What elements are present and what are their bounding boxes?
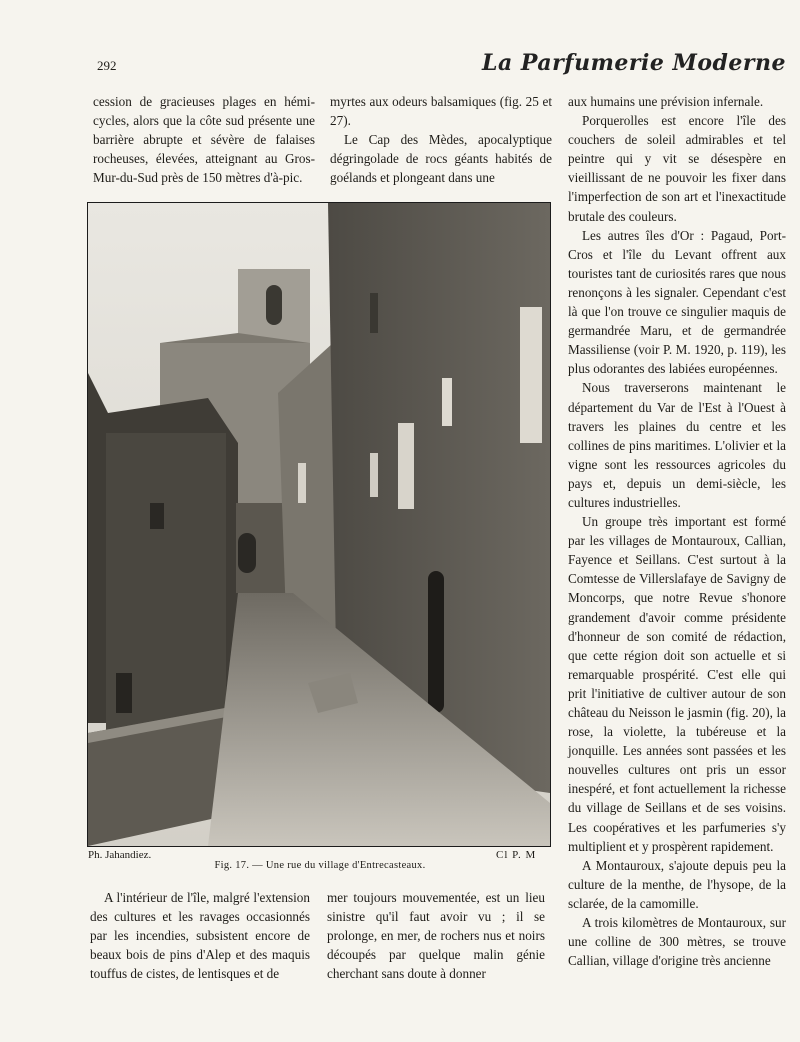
- paragraph: myrtes aux odeurs balsamiques (fig. 25 et 27).: [330, 94, 552, 129]
- paragraph: A trois kilomètres de Montauroux, sur une colline de 300 mètres, se trouve Callian, village d'origine très ancienne: [568, 915, 786, 969]
- paragraph: A l'intérieur de l'île, malgré l'extension des cultures et les ravages occasionnés par les incendies, subsistent encore de beaux bois de pins d'Alep et des maquis touffus de cistes, de lentisques et de: [90, 890, 310, 982]
- paragraph: A Montauroux, s'ajoute depuis peu la culture de la menthe, de l'hysope, de la sclarée, de la camomille.: [568, 857, 786, 911]
- column-left-top: [93, 92, 315, 187]
- paragraph: Les autres îles d'Or : Pagaud, Port-Cros et l'île du Levant offrent aux touristes tant de curiosités rares que nous renonçons à les signaler. Cependant c'est là que l'on trouve ce singulier maquis de germandrée Maru, et de germandrée Massiliense (voir P. M. 1920, p. 119), les plus odorantes des labiées européennes.: [568, 227, 786, 377]
- column-left-bottom: [90, 888, 310, 983]
- column-middle-bottom: [327, 888, 545, 983]
- page-number: 292: [97, 58, 117, 73]
- paragraph: Un groupe très important est formé par les villages de Montauroux, Callian, Fayence et Seillans. C'est surtout à la Comtesse de Villerslafaye de Savigny de Moncorps, que notre Revue s'honore grandement d'avoir comme présidente d'honneur de son comité de rédaction, que cette région doit son actuelle et si remarquable prospérité. C'est elle qui prit l'initiative de cultiver autour de son château du Neisson le jasmin (fig. 20), la rose, la violette, la tubéreuse et la jonquille. Les années sont passées et les nouvelles cultures ont pris un essor inespéré, et font actuellement la richesse du village de Seillans et de ses voisins. Les coopératives et les parfumeries s'y multiplient et y prospèrent rapidement.: [568, 514, 786, 854]
- journal-title: La Parfumerie Moderne: [481, 50, 786, 76]
- figure-caption: Fig. 17. — Une rue du village d'Entrecasteaux.: [214, 860, 426, 871]
- figure-photograph: [87, 202, 551, 847]
- photo-credit-right: Cl P. M: [496, 849, 537, 861]
- paragraph: Le Cap des Mèdes, apocalyptique dégringolade de rocs géants habités de goélands et plongeant dans une: [330, 132, 552, 186]
- paragraph: aux humains une prévision infernale.: [568, 94, 764, 109]
- paragraph: Porquerolles est encore l'île des couchers de soleil admirables et tel peintre qui y vit se désespère en vieillissant de ne pouvoir les fixer dans l'imperfection de son art et l'inexactitude brutale des couleurs.: [568, 113, 786, 224]
- village-street-photo: [88, 203, 550, 846]
- paragraph: Nous traverserons maintenant le département du Var de l'Est à l'Ouest à travers les plaines du centre et les collines de pins maritimes. L'olivier et la vigne sont les ressources agricoles du pays et, depuis un demi-siècle, les cultures industrielles.: [568, 380, 786, 510]
- photo-credit-left: Ph. Jahandiez.: [88, 849, 152, 861]
- column-right: [568, 92, 786, 970]
- paragraph: cession de gracieuses plages en hémi-cycles, alors que la côte sud présente une barrière abrupte et sévère de falaises rocheuses, élevées, atteignant au Gros-Mur-du-Sud près de 150 mètres d'à-pic.: [93, 94, 315, 186]
- paragraph: mer toujours mouvementée, est un lieu sinistre qu'il faut avoir vu ; il se prolonge, en mer, de rochers nus et noirs découpés par quelque malin génie cherchant sans doute à donner: [327, 890, 545, 982]
- column-middle-top: [330, 92, 552, 187]
